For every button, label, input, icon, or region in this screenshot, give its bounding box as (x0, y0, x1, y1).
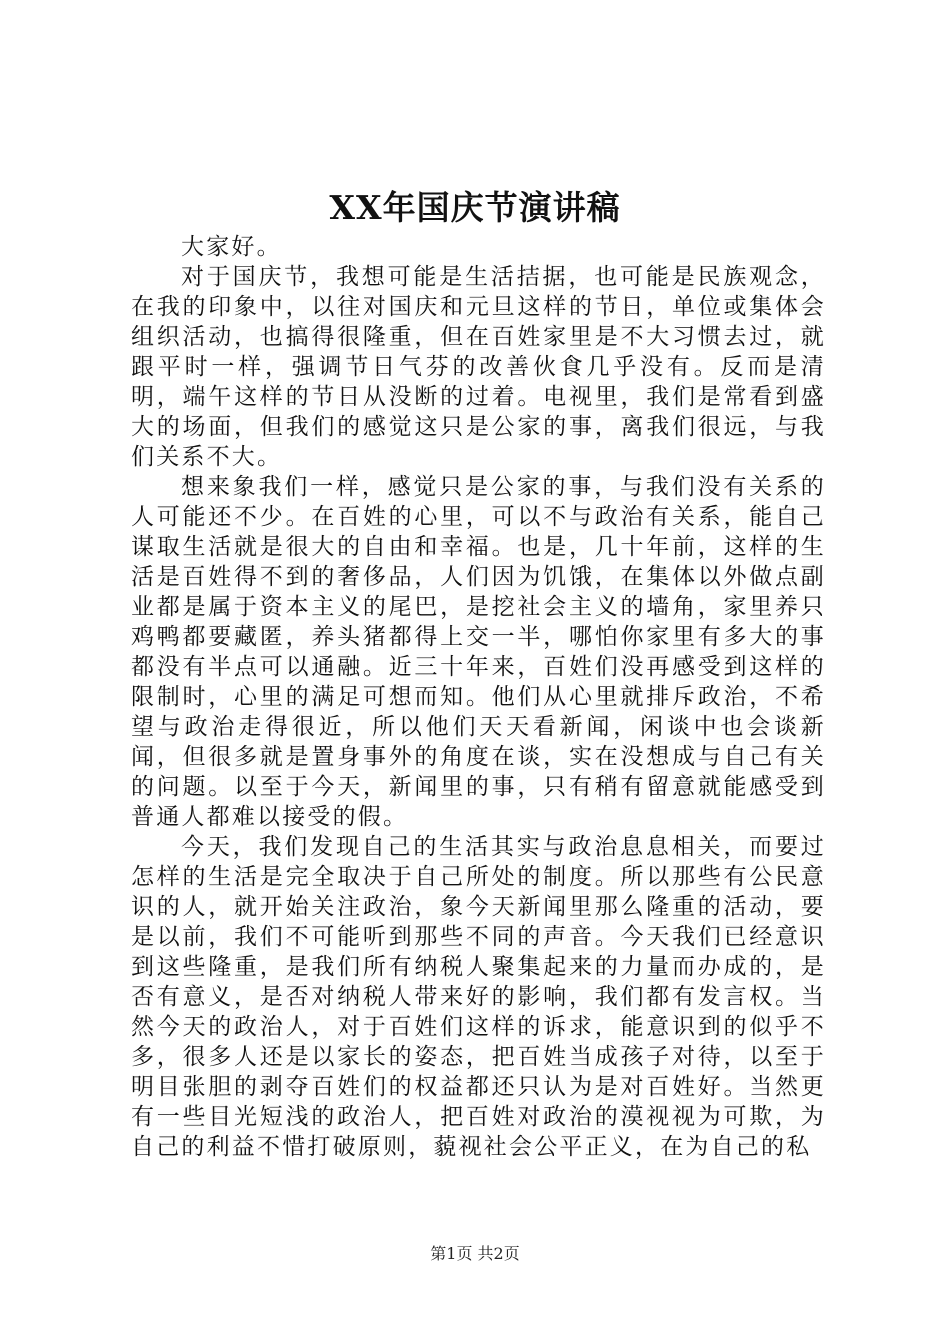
paragraph-greeting: 大家好。 (181, 234, 282, 260)
page-footer: 第1页 共2页 (430, 1244, 520, 1263)
document-title: XX年国庆节演讲稿 (329, 188, 621, 227)
paragraph-public-affairs: 想来象我们一样，感觉只是公家的事，与我们没有关系的人可能还不少。在百姓的心里，可以不与政治有关系，能自己谋取生活就是很大的自由和幸福。也是，几十年前，这样的生活是百姓得不到的奢侈品，人们因为饥饿，在集体以外做点副业都是属于资本主义的尾巴，是挖社会主义的墙角，家里养只鸡鸭都要藏匿，养头猪都得上交一半，哪怕你家里有多大的事都没有半点可以通融。近三十年来，百姓们没再感受到这样的限制时，心里的满足可想而知。他们从心里就排斥政治，不希望与政治走得很近，所以他们天天看新闻，闲谈中也会谈新闻，但很多就是置身事外的角度在谈，实在没想成与自己有关的问题。以至于今天，新闻里的事，只有稍有留意就能感受到普通人都难以接受的假。 (131, 474, 826, 830)
document-body (131, 232, 826, 1162)
paragraph-national-day: 对于国庆节，我想可能是生活拮据，也可能是民族观念，在我的印象中，以往对国庆和元旦这样的节日，单位或集体会组织活动，也搞得很隆重，但在百姓家里是不大习惯去过，就跟平时一样，强调节日气芬的改善伙食几乎没有。反而是清明，端午这样的节日从没断的过着。电视里，我们是常看到盛大的场面，但我们的感觉这只是公家的事，离我们很远，与我们关系不大。 (131, 264, 826, 470)
paragraph-politics-today: 今天，我们发现自己的生活其实与政治息息相关，而要过怎样的生活是完全取决于自己所处的制度。所以那些有公民意识的人，就开始关注政治，象今天新闻里那么隆重的活动，要是以前，我们不可能听到那些不同的声音。今天我们已经意识到这些隆重，是我们所有纳税人聚集起来的力量而办成的，是否有意义，是否对纳税人带来好的影响，我们都有发言权。当然今天的政治人，对于百姓们这样的诉求，能意识到的似乎不多，很多人还是以家长的姿态，把百姓当成孩子对待，以至于明目张胆的剥夺百姓们的权益都还只认为是对百姓好。当然更有一些目光短浅的政治人，把百姓对政治的漠视视为可欺，为自己的利益不惜打破原则，藐视社会公平正义，在为自己的私 (131, 834, 826, 1160)
